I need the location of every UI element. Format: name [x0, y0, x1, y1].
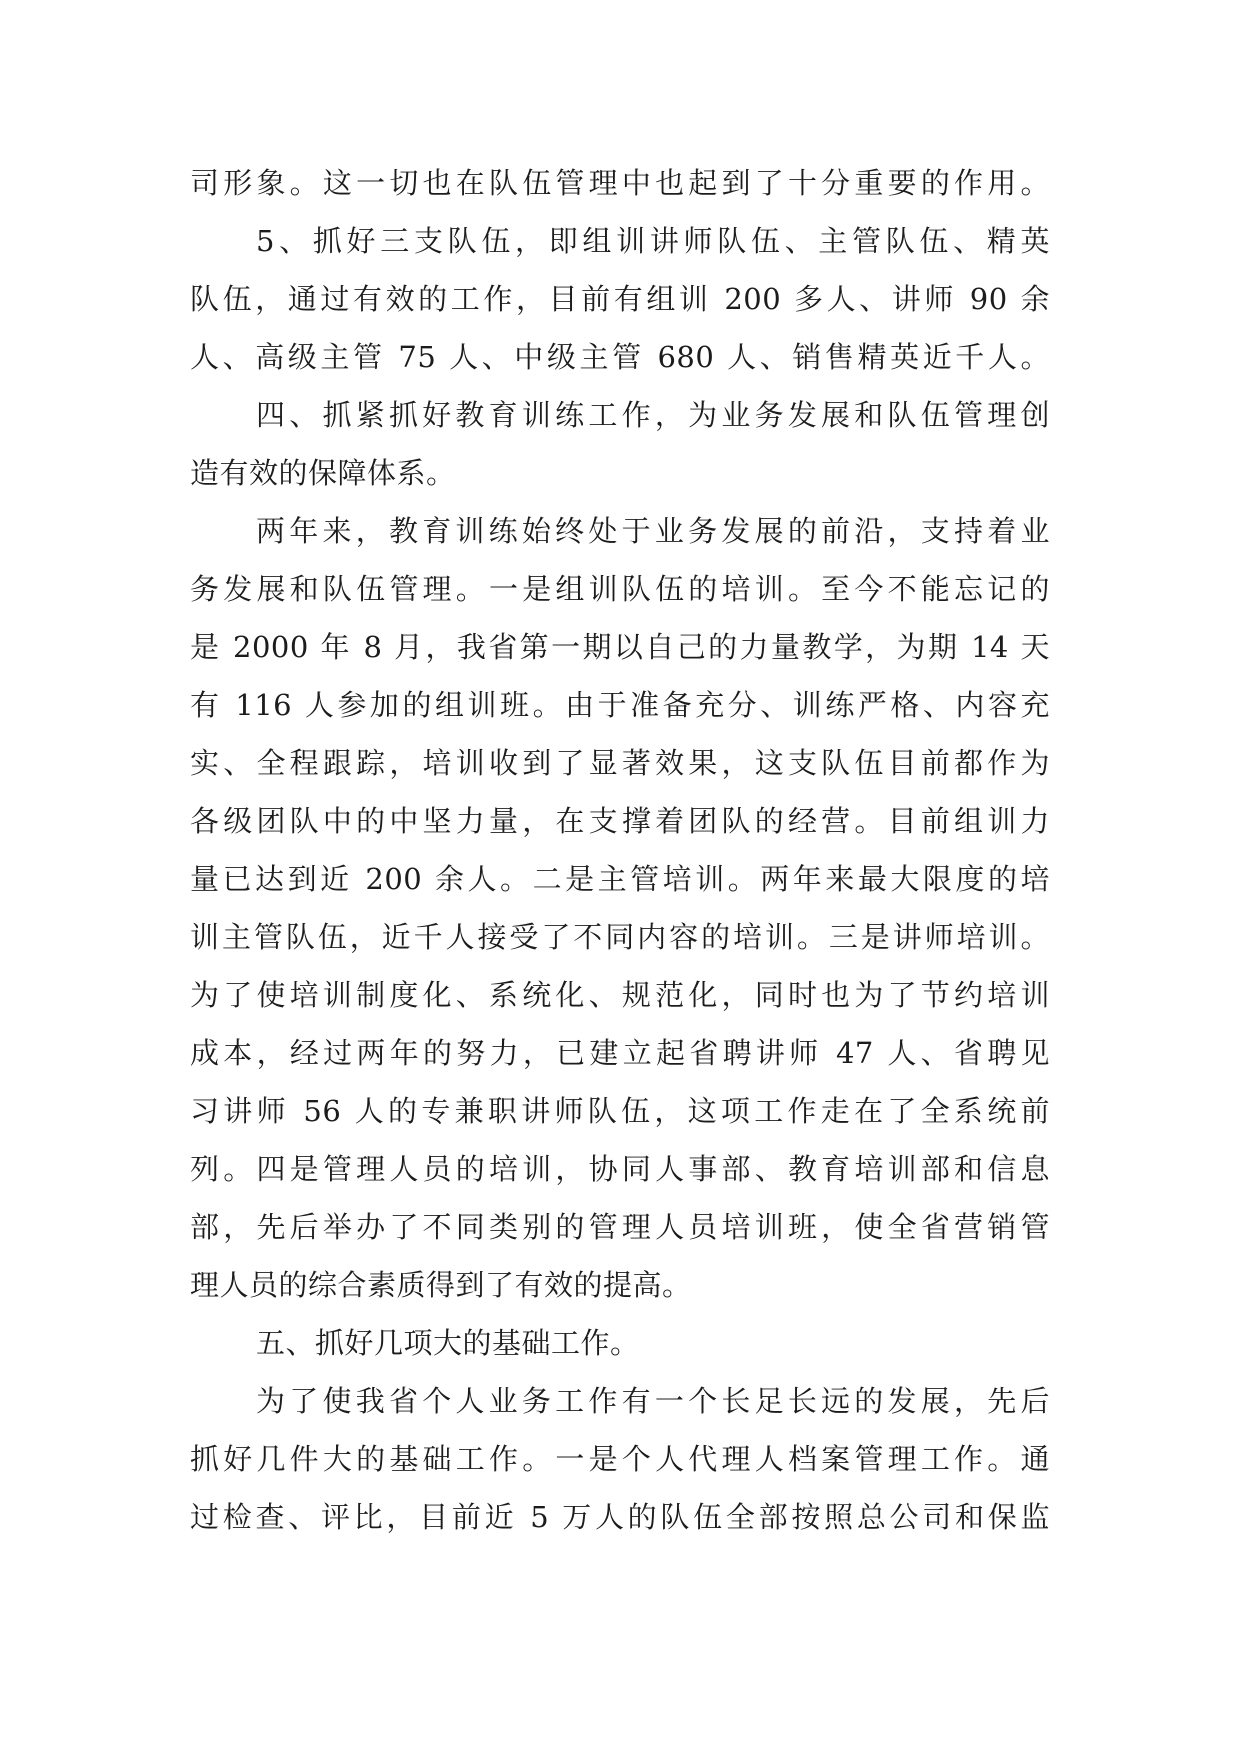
text-line: 造有效的保障体系。: [190, 456, 456, 490]
text-line: 成本，经过两年的努力，已建立起省聘讲师 47 人、省聘见: [190, 1036, 1050, 1070]
text-line: 部，先后举办了不同类别的管理人员培训班，使全省营销管: [190, 1210, 1050, 1244]
text-line: 量已达到近 200 余人。二是主管培训。两年来最大限度的培: [190, 862, 1050, 896]
text-line: 是 2000 年 8 月，我省第一期以自己的力量教学，为期 14 天: [190, 630, 1050, 664]
text-line: 习讲师 56 人的专兼职讲师队伍，这项工作走在了全系统前: [190, 1094, 1050, 1128]
text-line: 为了使培训制度化、系统化、规范化，同时也为了节约培训: [190, 978, 1050, 1012]
text-line: 两年来，教育训练始终处于业务发展的前沿，支持着业: [256, 514, 1050, 548]
text-line: 司形象。这一切也在队伍管理中也起到了十分重要的作用。: [190, 166, 1050, 200]
text-line: 五、抓好几项大的基础工作。: [256, 1326, 640, 1360]
text-line: 队伍，通过有效的工作，目前有组训 200 多人、讲师 90 余: [190, 282, 1050, 316]
text-line: 5、抓好三支队伍，即组训讲师队伍、主管队伍、精英: [256, 224, 1050, 258]
text-line: 四、抓紧抓好教育训练工作，为业务发展和队伍管理创: [256, 398, 1050, 432]
text-line: 实、全程跟踪，培训收到了显著效果，这支队伍目前都作为: [190, 746, 1050, 780]
text-line: 训主管队伍，近千人接受了不同内容的培训。三是讲师培训。: [190, 920, 1050, 954]
text-line: 为了使我省个人业务工作有一个长足长远的发展，先后: [256, 1384, 1050, 1418]
text-line: 抓好几件大的基础工作。一是个人代理人档案管理工作。通: [190, 1442, 1050, 1476]
text-line: 理人员的综合素质得到了有效的提高。: [190, 1268, 692, 1302]
text-line: 人、高级主管 75 人、中级主管 680 人、销售精英近千人。: [190, 340, 1050, 374]
text-line: 各级团队中的中坚力量，在支撑着团队的经营。目前组训力: [190, 804, 1050, 838]
text-line: 务发展和队伍管理。一是组训队伍的培训。至今不能忘记的: [190, 572, 1050, 606]
text-line: 过检查、评比，目前近 5 万人的队伍全部按照总公司和保监: [190, 1500, 1050, 1534]
document-body: [190, 154, 1050, 1546]
text-line: 列。四是管理人员的培训，协同人事部、教育培训部和信息: [190, 1152, 1050, 1186]
text-line: 有 116 人参加的组训班。由于准备充分、训练严格、内容充: [190, 688, 1050, 722]
